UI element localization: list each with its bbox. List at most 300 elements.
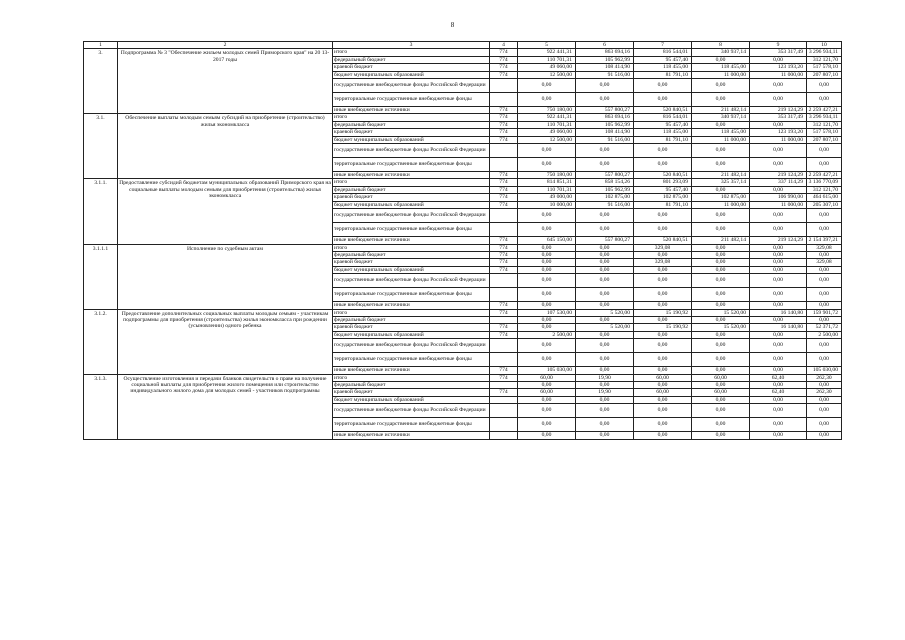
grbs-code: 774 (490, 121, 518, 128)
funding-source: краевой бюджет (333, 64, 490, 71)
amount-cell: 0,00 (750, 186, 807, 193)
amount-cell: 105 962,99 (576, 186, 634, 193)
item-number: 3.1.1.1 (84, 244, 118, 309)
header-cell: 7 (634, 42, 692, 49)
amount-cell: 801 293,09 (634, 179, 692, 186)
amount-cell: 19,90 (576, 374, 634, 381)
amount-cell: 0,00 (576, 331, 634, 338)
amount-cell: 0,00 (692, 121, 750, 128)
amount-cell: 0,00 (518, 396, 576, 403)
amount-cell: 106 990,00 (750, 194, 807, 201)
amount-cell: 211 482,14 (692, 172, 750, 179)
grbs-code: 774 (490, 389, 518, 396)
amount-cell: 219 124,29 (750, 107, 807, 114)
amount-cell: 0,00 (634, 79, 692, 93)
amount-cell: 0,00 (518, 302, 576, 309)
amount-cell: 95 457,40 (634, 121, 692, 128)
amount-cell: 0,00 (634, 367, 692, 374)
item-number: 3.1.1. (84, 179, 118, 244)
funding-source: государственные внебюджетные фонды Российской Федерации (333, 209, 490, 223)
amount-cell: 329,08 (807, 259, 842, 266)
amount-cell: 0,00 (634, 353, 692, 367)
funding-source: федеральный бюджет (333, 56, 490, 63)
amount-cell: 0,00 (750, 223, 807, 237)
amount-cell: 0,00 (576, 353, 634, 367)
amount-cell: 60,00 (518, 389, 576, 396)
amount-cell: 0,00 (634, 381, 692, 388)
amount-cell: 0,00 (750, 339, 807, 353)
amount-cell: 0,00 (576, 266, 634, 273)
amount-cell: 0,00 (807, 418, 842, 432)
grbs-code (490, 144, 518, 158)
item-number: 3. (84, 49, 118, 114)
amount-cell: 0,00 (518, 274, 576, 288)
amount-cell: 11 000,00 (750, 136, 807, 143)
amount-cell: 0,00 (576, 418, 634, 432)
amount-cell: 0,00 (692, 186, 750, 193)
amount-cell: 81 791,10 (634, 71, 692, 78)
amount-cell: 0,00 (692, 381, 750, 388)
amount-cell: 0,00 (518, 259, 576, 266)
amount-cell: 60,00 (692, 374, 750, 381)
grbs-code (490, 288, 518, 302)
amount-cell: 557 800,27 (576, 107, 634, 114)
amount-cell: 312 121,70 (807, 186, 842, 193)
amount-cell: 0,00 (576, 259, 634, 266)
amount-cell: 0,00 (692, 396, 750, 403)
amount-cell: 0,00 (750, 79, 807, 93)
amount-cell: 0,00 (576, 274, 634, 288)
amount-cell: 0,00 (750, 367, 807, 374)
amount-cell: 0,00 (634, 288, 692, 302)
amount-cell: 91 516,00 (576, 201, 634, 208)
amount-cell: 0,00 (807, 381, 842, 388)
grbs-code (490, 404, 518, 418)
amount-cell: 922 441,31 (518, 114, 576, 121)
grbs-code: 774 (490, 259, 518, 266)
funding-source: территориальные государственные внебюджетные фонды (333, 418, 490, 432)
funding-source: государственные внебюджетные фонды Российской Федерации (333, 339, 490, 353)
amount-cell: 517 578,10 (807, 129, 842, 136)
amount-cell: 329,08 (634, 259, 692, 266)
amount-cell: 0,00 (692, 266, 750, 273)
amount-cell: 863 694,16 (576, 114, 634, 121)
amount-cell: 49 060,00 (518, 64, 576, 71)
amount-cell: 81 791,10 (634, 136, 692, 143)
amount-cell: 49 000,00 (518, 194, 576, 201)
funding-source: бюджет муниципальных образований (333, 266, 490, 273)
amount-cell: 329,08 (634, 244, 692, 251)
amount-cell: 0,00 (518, 79, 576, 93)
funding-source: территориальные государственные внебюджетные фонды (333, 288, 490, 302)
amount-cell: 11 000,00 (692, 71, 750, 78)
funding-source: федеральный бюджет (333, 251, 490, 258)
grbs-code: 774 (490, 324, 518, 331)
amount-cell: 205 307,10 (807, 201, 842, 208)
amount-cell: 0,00 (692, 223, 750, 237)
amount-cell: 12 500,00 (518, 71, 576, 78)
grbs-code: 774 (490, 266, 518, 273)
amount-cell: 863 694,16 (576, 49, 634, 56)
funding-source: государственные внебюджетные фонды Российской Федерации (333, 404, 490, 418)
amount-cell: 91 516,00 (576, 136, 634, 143)
funding-source: итого (333, 374, 490, 381)
amount-cell: 0,00 (518, 209, 576, 223)
amount-cell: 816 544,01 (634, 49, 692, 56)
funding-source: федеральный бюджет (333, 121, 490, 128)
funding-source: итого (333, 309, 490, 316)
amount-cell: 2 154 397,21 (807, 237, 842, 244)
amount-cell: 0,00 (518, 353, 576, 367)
amount-cell: 0,00 (807, 223, 842, 237)
amount-cell: 0,00 (634, 251, 692, 258)
amount-cell: 353 317,49 (750, 114, 807, 121)
amount-cell: 159 901,72 (807, 309, 842, 316)
grbs-code: 774 (490, 244, 518, 251)
amount-cell: 262,30 (807, 374, 842, 381)
amount-cell: 0,00 (807, 93, 842, 107)
amount-cell: 0,00 (750, 353, 807, 367)
grbs-code: 774 (490, 331, 518, 338)
amount-cell: 0,00 (634, 316, 692, 323)
amount-cell: 0,00 (692, 367, 750, 374)
header-cell: 5 (518, 42, 576, 49)
amount-cell: 0,00 (518, 251, 576, 258)
amount-cell: 0,00 (692, 79, 750, 93)
funding-source: бюджет муниципальных образований (333, 331, 490, 338)
amount-cell: 0,00 (518, 432, 576, 439)
funding-source: иные внебюджетные источники (333, 302, 490, 309)
amount-cell: 0,00 (634, 396, 692, 403)
amount-cell: 62,40 (750, 389, 807, 396)
amount-cell: 207 807,10 (807, 71, 842, 78)
amount-cell: 0,00 (634, 209, 692, 223)
amount-cell: 0,00 (576, 244, 634, 251)
amount-cell: 0,00 (807, 302, 842, 309)
amount-cell: 110 701,31 (518, 186, 576, 193)
amount-cell: 11 000,00 (750, 201, 807, 208)
amount-cell: 2 500,00 (518, 331, 576, 338)
amount-cell: 105 030,00 (518, 367, 576, 374)
amount-cell: 0,00 (692, 259, 750, 266)
amount-cell: 219 124,29 (750, 237, 807, 244)
funding-source: государственные внебюджетные фонды Российской Федерации (333, 79, 490, 93)
amount-cell: 219 124,29 (750, 172, 807, 179)
amount-cell: 557 800,27 (576, 237, 634, 244)
amount-cell: 0,00 (750, 404, 807, 418)
grbs-code: 774 (490, 49, 518, 56)
amount-cell: 0,00 (692, 418, 750, 432)
amount-cell: 0,00 (634, 331, 692, 338)
amount-cell: 16 140,80 (750, 324, 807, 331)
amount-cell: 0,00 (750, 266, 807, 273)
amount-cell: 0,00 (518, 244, 576, 251)
amount-cell: 102 875,00 (692, 194, 750, 201)
amount-cell: 0,00 (692, 244, 750, 251)
amount-cell: 105 962,99 (576, 121, 634, 128)
amount-cell: 123 193,20 (750, 129, 807, 136)
amount-cell: 0,00 (750, 381, 807, 388)
grbs-code: 774 (490, 201, 518, 208)
amount-cell: 60,00 (634, 389, 692, 396)
amount-cell: 0,00 (750, 316, 807, 323)
grbs-code: 774 (490, 237, 518, 244)
amount-cell: 0,00 (750, 93, 807, 107)
item-name: Обеспечение выплаты молодым семьям субсидий на приобретение (строительство) жилья экономкласса (118, 114, 333, 179)
amount-cell: 0,00 (634, 302, 692, 309)
item-name: Подпрограмма № 3 "Обеспечение жильем молодых семей Приморского края" на 20 13-2017 годы (118, 49, 333, 114)
amount-cell: 0,00 (807, 144, 842, 158)
amount-cell: 118 455,00 (692, 129, 750, 136)
amount-cell: 0,00 (750, 251, 807, 258)
funding-source: бюджет муниципальных образований (333, 136, 490, 143)
item-name: Осуществление изготовления и передачи бланков свидетельств о праве на получение социальной выплаты для приобретения жилого помещения или строительство индивидуального жилого дома для молодых семей - участников подпрограммы (118, 374, 333, 439)
amount-cell: 3 296 934,11 (807, 114, 842, 121)
grbs-code: 774 (490, 251, 518, 258)
amount-cell: 0,00 (692, 339, 750, 353)
grbs-code (490, 158, 518, 172)
amount-cell: 0,00 (634, 158, 692, 172)
amount-cell: 337 114,29 (750, 179, 807, 186)
amount-cell: 110 701,31 (518, 56, 576, 63)
table-row (84, 244, 842, 251)
amount-cell: 0,00 (807, 266, 842, 273)
amount-cell: 0,00 (750, 144, 807, 158)
amount-cell: 0,00 (576, 339, 634, 353)
amount-cell: 60,00 (518, 374, 576, 381)
funding-source: краевой бюджет (333, 129, 490, 136)
amount-cell: 118 455,00 (634, 64, 692, 71)
amount-cell: 0,00 (634, 404, 692, 418)
header-cell: 1 (84, 42, 118, 49)
amount-cell: 0,00 (692, 251, 750, 258)
amount-cell: 52 371,72 (807, 324, 842, 331)
amount-cell: 0,00 (518, 93, 576, 107)
amount-cell: 750 180,00 (518, 172, 576, 179)
table-row (84, 49, 842, 56)
amount-cell: 108 414,90 (576, 129, 634, 136)
grbs-code (490, 339, 518, 353)
grbs-code (490, 418, 518, 432)
amount-cell: 0,00 (518, 158, 576, 172)
amount-cell: 0,00 (692, 144, 750, 158)
amount-cell: 329,08 (807, 244, 842, 251)
funding-source: территориальные государственные внебюджетные фонды (333, 158, 490, 172)
grbs-code: 774 (490, 71, 518, 78)
header-cell: 6 (576, 42, 634, 49)
amount-cell: 118 455,00 (634, 129, 692, 136)
item-number: 3.1.3. (84, 374, 118, 439)
funding-source: федеральный бюджет (333, 186, 490, 193)
grbs-code (490, 209, 518, 223)
amount-cell: 0,00 (750, 432, 807, 439)
table-row (84, 309, 842, 316)
amount-cell: 0,00 (750, 56, 807, 63)
amount-cell: 262,30 (807, 389, 842, 396)
amount-cell: 123 193,20 (750, 64, 807, 71)
grbs-code: 774 (490, 186, 518, 193)
amount-cell: 60,00 (634, 374, 692, 381)
grbs-code: 774 (490, 129, 518, 136)
amount-cell: 0,00 (576, 367, 634, 374)
amount-cell: 0,00 (576, 251, 634, 258)
header-row (84, 42, 842, 49)
amount-cell: 2 259 427,21 (807, 107, 842, 114)
amount-cell: 12 500,00 (518, 136, 576, 143)
budget-table (83, 41, 842, 440)
amount-cell: 118 455,00 (692, 64, 750, 71)
page-number: 8 (450, 21, 455, 29)
funding-source: краевой бюджет (333, 194, 490, 201)
amount-cell: 0,00 (634, 339, 692, 353)
amount-cell: 0,00 (576, 223, 634, 237)
amount-cell: 0,00 (692, 158, 750, 172)
amount-cell: 0,00 (518, 223, 576, 237)
item-name: Исполнение по судебным актам (118, 244, 333, 309)
grbs-code (490, 316, 518, 323)
funding-source: государственные внебюджетные фонды Российской Федерации (333, 144, 490, 158)
grbs-code: 774 (490, 367, 518, 374)
table-body (84, 42, 842, 440)
amount-cell: 557 800,27 (576, 172, 634, 179)
amount-cell: 5 520,00 (576, 324, 634, 331)
amount-cell: 10 000,00 (518, 201, 576, 208)
amount-cell: 15 190,92 (634, 324, 692, 331)
amount-cell: 95 457,40 (634, 186, 692, 193)
grbs-code (490, 93, 518, 107)
table-row (84, 179, 842, 186)
funding-source: итого (333, 244, 490, 251)
grbs-code: 774 (490, 309, 518, 316)
funding-source: территориальные государственные внебюджетные фонды (333, 93, 490, 107)
item-number: 3.1. (84, 114, 118, 179)
grbs-code: 774 (490, 172, 518, 179)
grbs-code (490, 396, 518, 403)
amount-cell: 49 060,00 (518, 129, 576, 136)
funding-source: краевой бюджет (333, 389, 490, 396)
funding-source: итого (333, 114, 490, 121)
grbs-code (490, 274, 518, 288)
amount-cell: 520 840,51 (634, 237, 692, 244)
amount-cell: 0,00 (576, 432, 634, 439)
grbs-code (490, 353, 518, 367)
amount-cell: 15 190,92 (634, 309, 692, 316)
amount-cell: 0,00 (692, 331, 750, 338)
amount-cell: 0,00 (807, 251, 842, 258)
grbs-code: 774 (490, 194, 518, 201)
item-name: Предоставление дополнительных социальных выплаты молодым семьям - участникам подпрограммы для приобретения (строительства) жилья экономкласса при рождении (усыновлении) одного ребенка (118, 309, 333, 374)
amount-cell: 0,00 (518, 404, 576, 418)
funding-source: федеральный бюджет (333, 316, 490, 323)
amount-cell: 0,00 (518, 324, 576, 331)
grbs-code: 774 (490, 179, 518, 186)
amount-cell: 816 544,01 (634, 114, 692, 121)
amount-cell: 5 520,00 (576, 309, 634, 316)
amount-cell: 645 150,00 (518, 237, 576, 244)
grbs-code: 774 (490, 64, 518, 71)
amount-cell: 0,00 (518, 144, 576, 158)
amount-cell: 517 578,10 (807, 64, 842, 71)
amount-cell: 110 701,31 (518, 121, 576, 128)
amount-cell: 2 500,00 (807, 331, 842, 338)
amount-cell: 3 136 770,09 (807, 179, 842, 186)
header-cell: 3 (333, 42, 490, 49)
amount-cell: 16 140,80 (750, 309, 807, 316)
amount-cell: 0,00 (576, 158, 634, 172)
amount-cell: 0,00 (750, 396, 807, 403)
amount-cell: 11 000,00 (692, 136, 750, 143)
amount-cell: 11 000,00 (750, 71, 807, 78)
amount-cell: 0,00 (634, 432, 692, 439)
amount-cell: 0,00 (750, 274, 807, 288)
amount-cell: 520 840,51 (634, 172, 692, 179)
grbs-code: 774 (490, 374, 518, 381)
amount-cell: 91 516,00 (576, 71, 634, 78)
header-cell: 9 (750, 42, 807, 49)
amount-cell: 0,00 (750, 418, 807, 432)
amount-cell: 0,00 (692, 56, 750, 63)
funding-source: иные внебюджетные источники (333, 107, 490, 114)
amount-cell: 0,00 (634, 93, 692, 107)
amount-cell: 2 259 427,21 (807, 172, 842, 179)
header-cell: 8 (692, 42, 750, 49)
amount-cell: 102 875,00 (576, 194, 634, 201)
funding-source: территориальные государственные внебюджетные фонды (333, 223, 490, 237)
amount-cell: 340 937,14 (692, 49, 750, 56)
amount-cell: 0,00 (576, 79, 634, 93)
amount-cell: 19,90 (576, 389, 634, 396)
amount-cell: 340 937,14 (692, 114, 750, 121)
grbs-code (490, 79, 518, 93)
amount-cell: 0,00 (576, 93, 634, 107)
amount-cell: 0,00 (750, 209, 807, 223)
amount-cell: 105 962,99 (576, 56, 634, 63)
amount-cell: 0,00 (692, 316, 750, 323)
amount-cell: 0,00 (692, 93, 750, 107)
amount-cell: 15 520,00 (692, 309, 750, 316)
grbs-code: 774 (490, 107, 518, 114)
amount-cell: 0,00 (750, 259, 807, 266)
amount-cell: 0,00 (692, 302, 750, 309)
funding-source: иные внебюджетные источники (333, 367, 490, 374)
amount-cell: 0,00 (807, 158, 842, 172)
amount-cell: 0,00 (518, 418, 576, 432)
grbs-code (490, 432, 518, 439)
amount-cell: 464 615,00 (807, 194, 842, 201)
funding-source: государственные внебюджетные фонды Российской Федерации (333, 274, 490, 288)
amount-cell: 81 791,10 (634, 201, 692, 208)
funding-source: бюджет муниципальных образований (333, 201, 490, 208)
amount-cell: 0,00 (807, 404, 842, 418)
amount-cell: 922 441,31 (518, 49, 576, 56)
amount-cell: 0,00 (807, 353, 842, 367)
amount-cell: 0,00 (750, 158, 807, 172)
header-cell: 2 (118, 42, 333, 49)
amount-cell: 0,00 (576, 302, 634, 309)
amount-cell: 0,00 (692, 288, 750, 302)
amount-cell: 108 414,90 (576, 64, 634, 71)
amount-cell: 0,00 (576, 381, 634, 388)
amount-cell: 0,00 (518, 339, 576, 353)
amount-cell: 60,00 (692, 389, 750, 396)
amount-cell: 0,00 (634, 223, 692, 237)
amount-cell: 0,00 (634, 266, 692, 273)
amount-cell: 0,00 (807, 79, 842, 93)
amount-cell: 0,00 (807, 274, 842, 288)
item-name: Предоставление субсидий бюджетам муниципальных образований Приморского края на социальные выплаты молодым семьям для приобретения (строительства) жилья экономкласса (118, 179, 333, 244)
funding-source: бюджет муниципальных образований (333, 71, 490, 78)
amount-cell: 0,00 (518, 381, 576, 388)
